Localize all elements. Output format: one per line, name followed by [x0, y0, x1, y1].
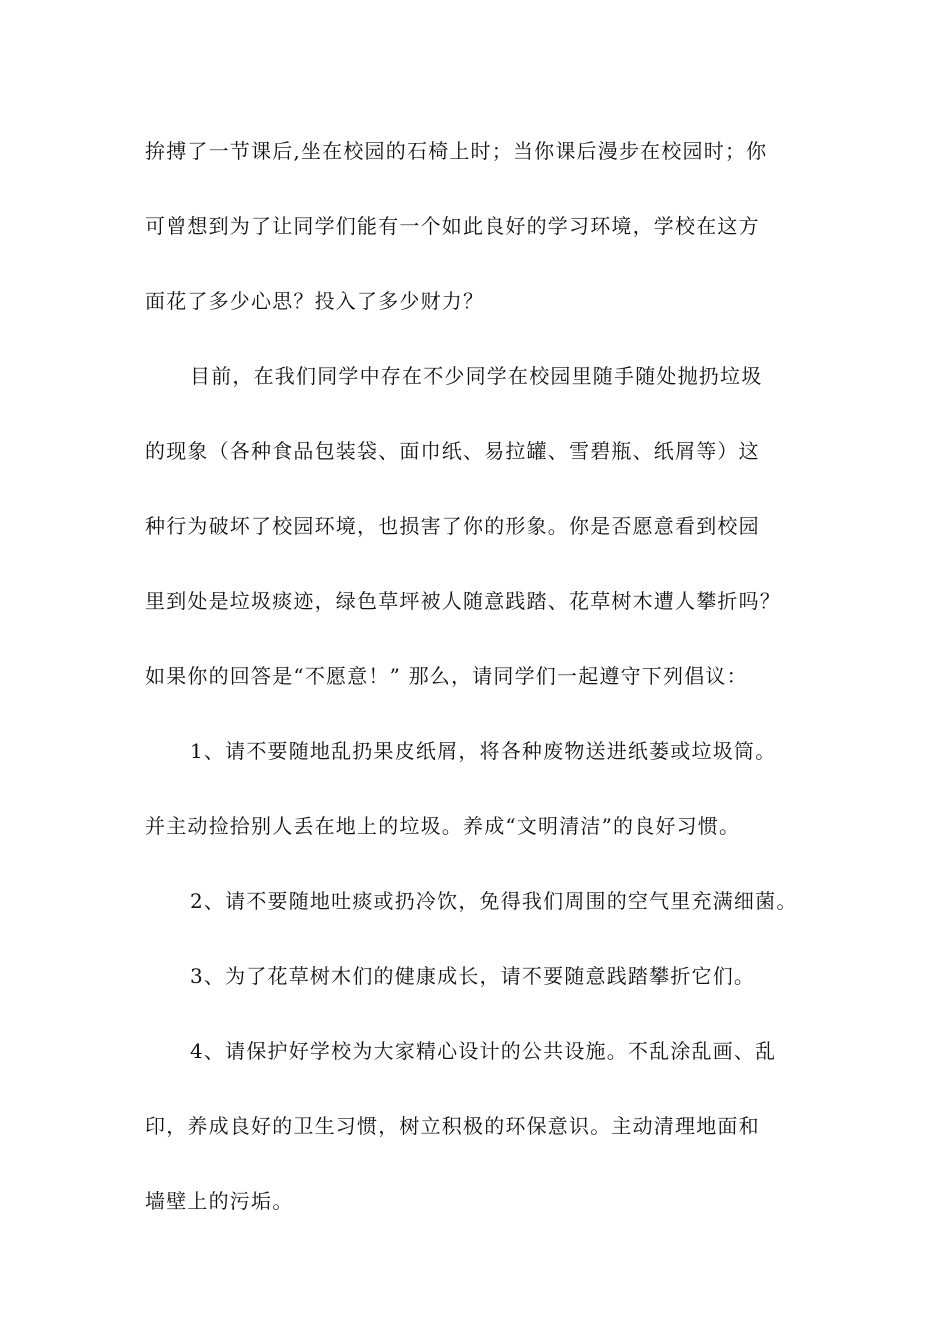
- text-line: 如果你的回答是“不愿意！” 那么，请同学们一起遵守下列倡议：: [145, 664, 748, 688]
- list-item-3: 3、为了花草树木们的健康成长，请不要随意践踏攀折它们。: [190, 964, 756, 988]
- paragraph-first-line: 目前，在我们同学中存在不少同学在校园里随手随处抛扔垃圾: [190, 364, 763, 388]
- text-line: 可曾想到为了让同学们能有一个如此良好的学习环境，学校在这方: [145, 214, 760, 238]
- text-line: 面花了多少心思？投入了多少财力？: [145, 289, 485, 313]
- list-item-1: 1、请不要随地乱扔果皮纸屑，将各种废物送进纸蒌或垃圾筒。: [190, 739, 777, 763]
- list-item-4: 4、请保护好学校为大家精心设计的公共设施。不乱涂乱画、乱: [190, 1039, 777, 1063]
- text-line: 墙壁上的污垢。: [145, 1189, 294, 1213]
- text-line: 印，养成良好的卫生习惯，树立积极的环保意识。主动清理地面和: [145, 1114, 760, 1138]
- text-line: 里到处是垃圾痰迹，绿色草坪被人随意践踏、花草树木遭人攀折吗？: [145, 589, 781, 613]
- text-line: 种行为破坏了校园环境，也损害了你的形象。你是否愿意看到校园: [145, 514, 760, 538]
- text-line: 的现象（各种食品包装袋、面巾纸、易拉罐、雪碧瓶、纸屑等）这: [145, 439, 760, 463]
- text-line: 拚搏了一节课后,坐在校园的石椅上时；当你课后漫步在校园时；你: [145, 139, 768, 163]
- text-line: 并主动捡拾别人丢在地上的垃圾。养成“文明清洁”的良好习惯。: [145, 814, 741, 838]
- list-item-2: 2、请不要随地吐痰或扔冷饮，免得我们周围的空气里充满细菌。: [190, 889, 798, 913]
